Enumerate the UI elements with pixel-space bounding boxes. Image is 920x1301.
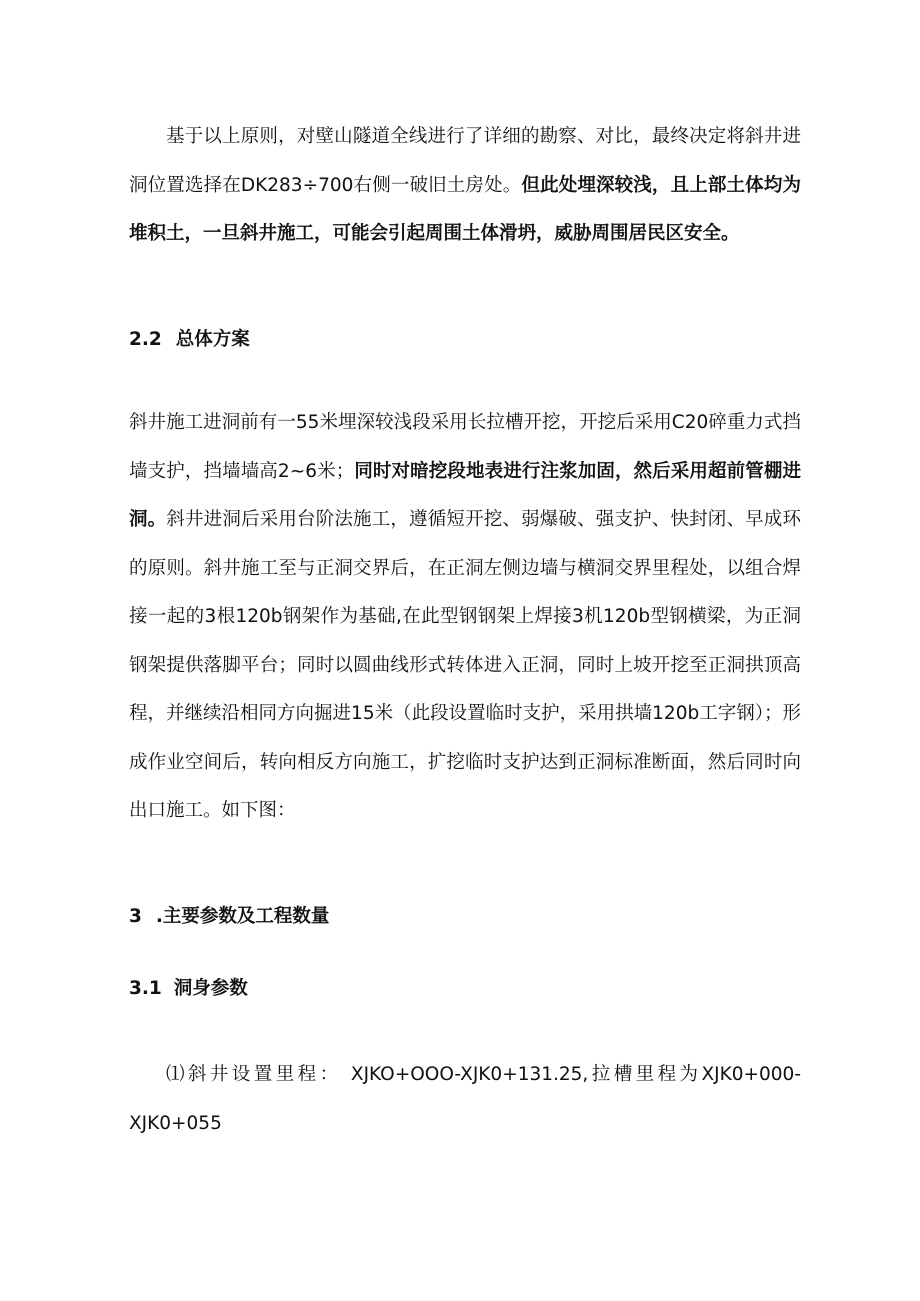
section-title: 总体方案 xyxy=(175,329,250,350)
section-number: 3.1 xyxy=(129,978,162,999)
paragraph-bold-text: 同时对暗挖段地表进行注浆加固，然后采用超前管棚进洞。 xyxy=(129,460,801,530)
section-title: .主要参数及工程数量 xyxy=(155,906,330,927)
section-title: 洞身参数 xyxy=(173,978,248,999)
paragraph-overall-plan xyxy=(129,399,801,836)
paragraph-text-continued: 斜井进洞后采用台阶法施工，遵循短开挖、弱爆破、强支护、快封闭、早成环的原则。斜井施工至与正洞交界后，在正洞左侧边墙与横洞交界里程处，以组合焊接一起的3根120b钢架作为基础,在此型钢钢架上焊接3机120b型钢横梁，为正洞钢架提供落脚平台；同时以圆曲线形式转体进入正洞，同时上坡开挖至正洞拱顶高程，并继续沿相同方向掘进15米（此段设置临时支护，采用拱墙120b工字钢）；形成作业空间后，转向相反方向施工，扩挖临时支护达到正洞标准断面，然后同时向出口施工。如下图： xyxy=(129,509,801,821)
section-number: 3 xyxy=(129,906,142,927)
paragraph-shaft-mileage xyxy=(129,1051,801,1148)
paragraph-text: ⑴斜井设置里程： XJKO+OOO-XJK0+131.25,拉槽里程为XJK0+000-XJK0+055 xyxy=(129,1064,801,1134)
paragraph-text: 斜井施工进洞前有一55米埋深较浅段采用长拉槽开挖，开挖后采用C20碎重力式挡墙支护，挡墙墙高2~6米； xyxy=(129,412,801,482)
paragraph-text: 基于以上原则，对壁山隧道全线进行了详细的勘察、对比，最终决定将斜井进洞位置选择在DK283÷700右侧一破旧土房处。 xyxy=(129,126,801,196)
section-heading-3-1 xyxy=(129,974,248,1004)
paragraph-bold-text: 但此处埋深较浅，且上部土体均为堆积土，一旦斜井施工，可能会引起周围土体滑坍，威胁周围居民区安全。 xyxy=(129,174,801,244)
section-heading-3 xyxy=(129,902,329,932)
section-heading-2-2 xyxy=(129,325,250,355)
section-number: 2.2 xyxy=(129,329,162,350)
paragraph-site-selection xyxy=(129,113,801,259)
